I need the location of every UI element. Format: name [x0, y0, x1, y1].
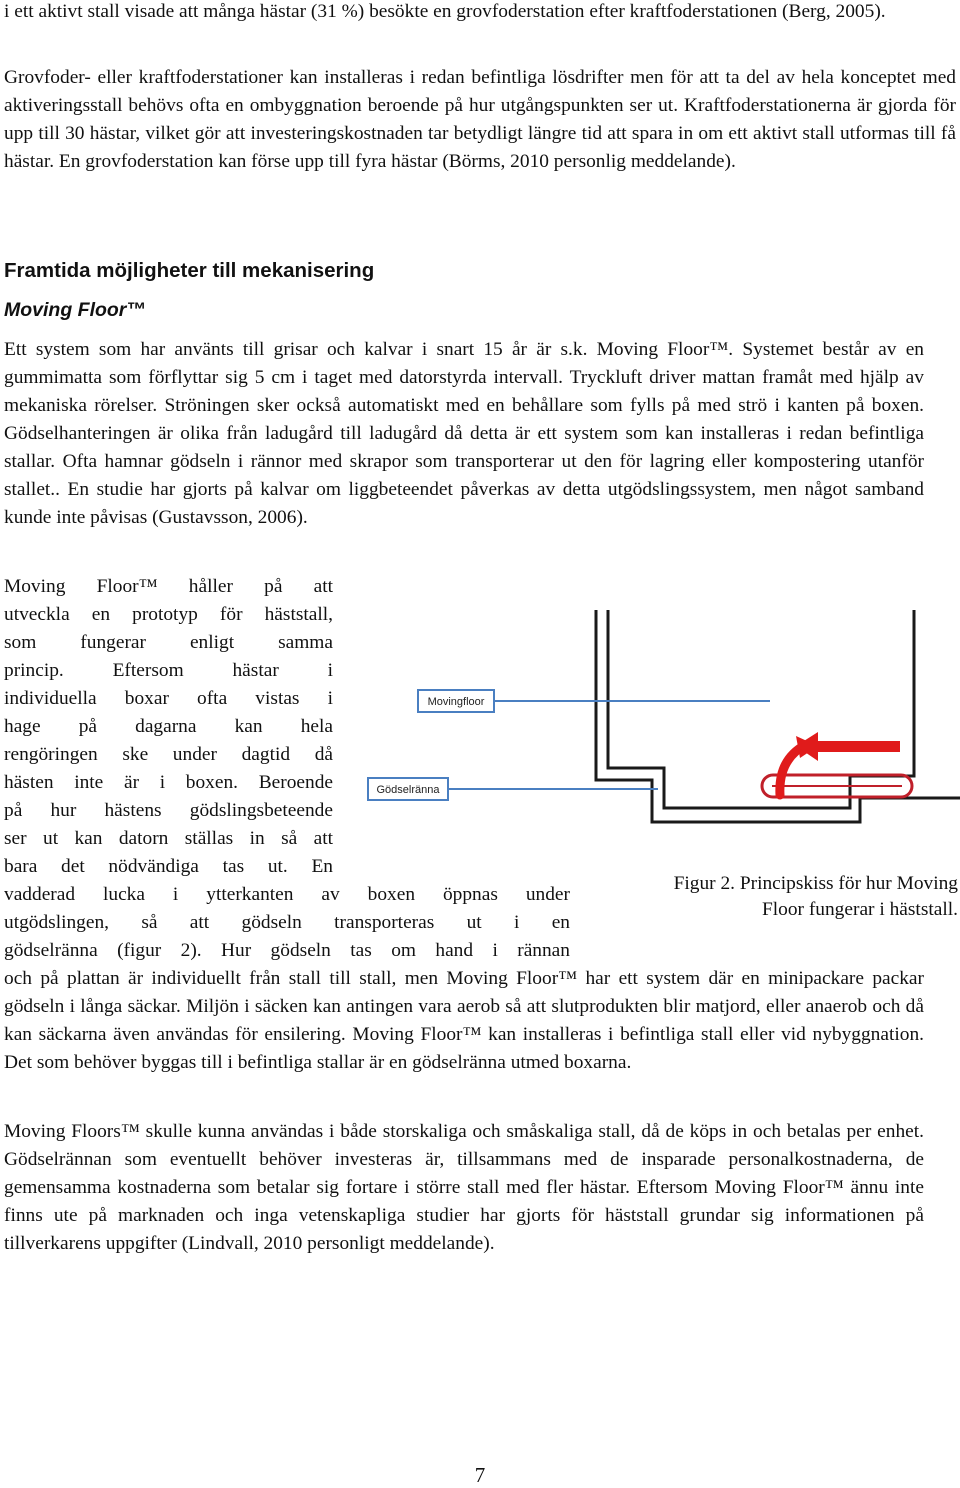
paragraph-prototype-medium: [4, 881, 570, 965]
text-line: vadderad lucka i ytterkanten av boxen öppnas under: [4, 884, 570, 905]
text-line: gödselränna (figur 2). Hur gödseln tas om hand i rännan: [4, 940, 570, 961]
paragraph-system: Ett system som har använts till grisar och kalvar i snart 15 år är s.k. Moving Floor™. Systemet består av en gummimatta som förflyttar sig 5 cm i taget med datorstyrda intervall. Tryckluft driver mattan framåt med hjälp av mekaniska rörelser. Ströningen sker också automatiskt med en behållare som fylls på med strö i kanten på boxen. Gödselhanteringen är olika från ladugård till ladugård då detta är ett system som kan installeras i redan befintliga stallar. Ofta hamnar gödseln i rännor med skrapor som transporterar ut den för lagring eller kompostering utanför stallet.. En studie har gjorts på kalvar om liggbeteendet påverkas av detta utgödslingssystem, men något samband kunde inte påvisas (Gustavsson, 2006).: [4, 339, 924, 528]
paragraph-prototype-rest: och på plattan är individuellt från stall till stall, men Moving Floor™ har ett system där en minipackare packar gödseln i långa säckar. Miljön i säcken kan antingen vara aerob så att slutprodukten blir matjord, eller anaerob och då kan säckarna även användas för ensilering. Moving Floor™ kan installeras i befintliga stall eller vid nybyggnation. Det som behöver byggas till i befintliga stallar är en gödselränna utmed boxarna.: [4, 968, 924, 1073]
text-line: hage på dagarna kan hela: [4, 716, 333, 737]
moving-floor-diagram: [360, 600, 960, 865]
text-line: princip. Eftersom hästar i: [4, 660, 333, 681]
text-line: bara det nödvändiga tas ut. En: [4, 856, 333, 877]
label-movingfloor: Movingfloor: [427, 696, 485, 708]
text-line: på hur hästens gödslingsbeteende: [4, 800, 333, 821]
section-heading: Framtida möjligheter till mekanisering: [4, 259, 375, 282]
caption-line: Figur 2. Principskiss för hur Moving: [673, 873, 958, 894]
figure-caption: [600, 871, 958, 923]
label-godselranna-box: [368, 778, 448, 800]
text-line: utveckla en prototyp för häststall,: [4, 604, 333, 625]
text-line: rengöringen ske under dagtid då: [4, 744, 333, 765]
text-line: hästen inte är i boxen. Beroende: [4, 772, 333, 793]
text-line: Moving Floor™ håller på att: [4, 576, 333, 597]
paragraph-feeders: Grovfoder- eller kraftfoderstationer kan installeras i redan befintliga lösdrifter men för att ta del av hela konceptet med aktiveringsstall behövs ofta en ombyggnation beroende på hur utgångspunkten ser ut. Kraftfoderstationerna är gjorda för upp till 30 hästar, vilket gör att investeringskostnaden tar betydligt längre tid att spara in om ett aktivt stall utformas till få hästar. En grovfoderstation kan förse upp till fyra hästar (Börms, 2010 personlig meddelande).: [4, 67, 956, 172]
text-line: individuella boxar ofta vistas i: [4, 688, 333, 709]
label-movingfloor-box: [418, 690, 494, 712]
text-line: ser ut kan datorn ställas in så att: [4, 828, 333, 849]
paragraph-prototype-narrow: [4, 573, 333, 881]
inner-wall: [608, 610, 914, 808]
text-line: som fungerar enligt samma: [4, 632, 333, 653]
caption-line: Floor fungerar i häststall.: [761, 899, 958, 920]
paragraph-costs: Moving Floors™ skulle kunna användas i både storskaliga och småskaliga stall, då de köps in och betalas per enhet. Gödselrännan som eventuellt behöver investeras är, tillsammans med de insparade personalkostnaderna, de gemensamma kostnaderna som betalar sig fortare i större stall med fler hästar. Eftersom Moving Floor™ ännu inte finns ute på marknaden och inga vetenskapliga studier har gjorts för häststall grundar sig informationen på tillverkarens uppgifter (Lindvall, 2010 personligt meddelande).: [4, 1121, 924, 1254]
label-godselranna: Gödselränna: [376, 784, 440, 796]
direction-arrow: [796, 732, 900, 761]
text-line: utgödslingen, så att gödseln transporteras ut i en: [4, 912, 570, 933]
page-number: 7: [474, 1463, 486, 1487]
paragraph-intro-end: i ett aktivt stall visade att många hästar (31 %) besökte en grovfoderstation efter kraftfoderstationen (Berg, 2005).: [4, 1, 886, 22]
subsection-heading: Moving Floor™: [4, 299, 146, 321]
